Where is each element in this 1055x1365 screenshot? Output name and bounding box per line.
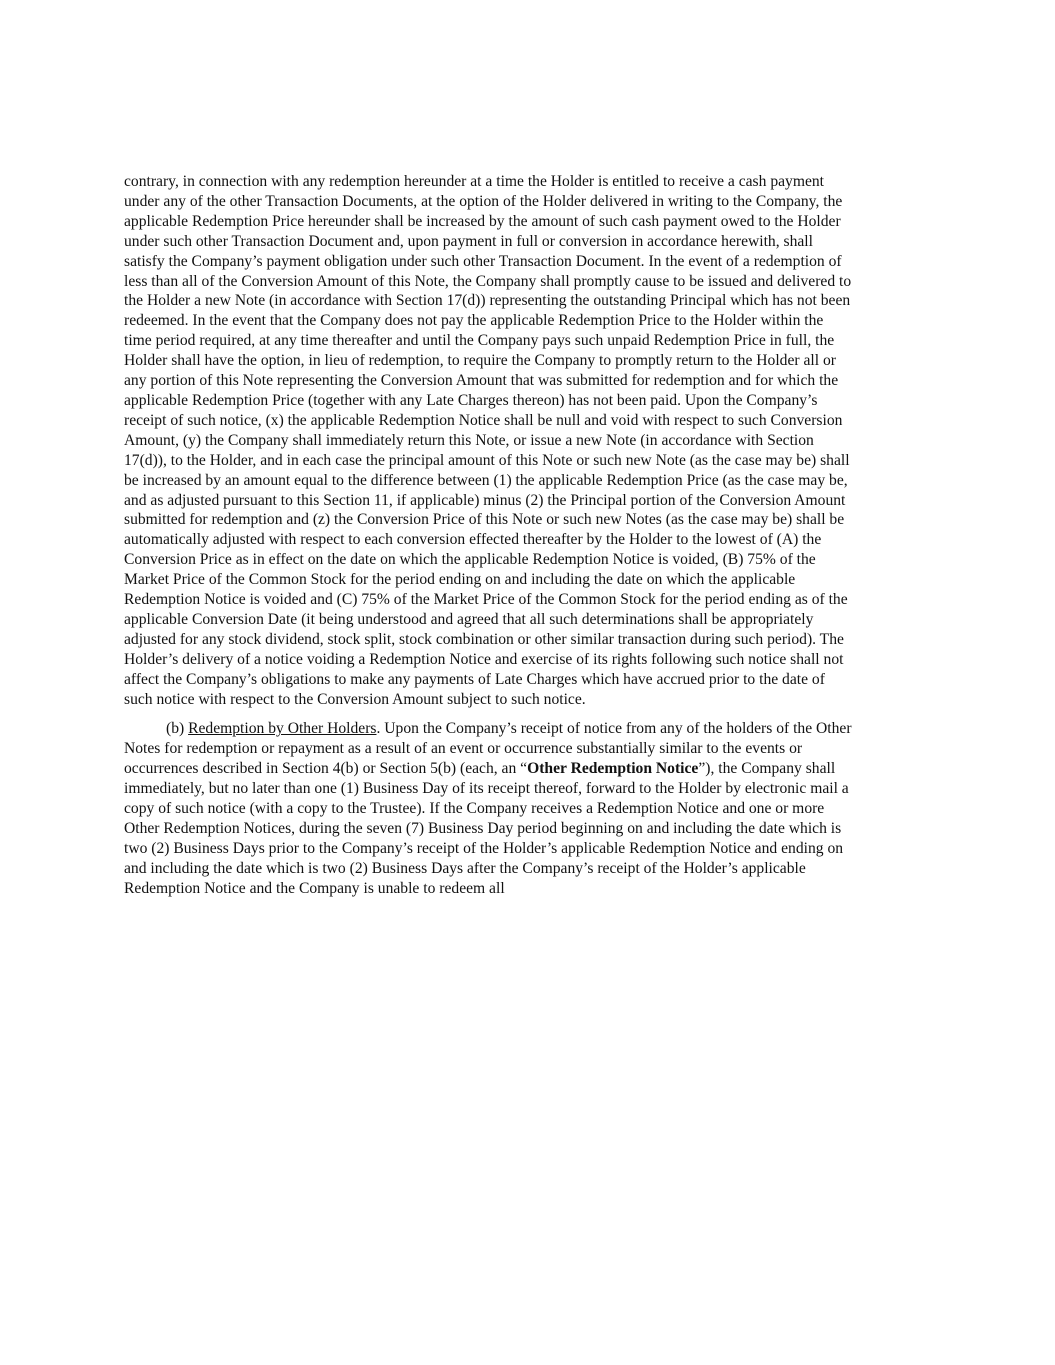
text-line: two (2) Business Days prior to the Company’s receipt of the Holder’s applicable Redemption Notice and ending on [124,839,844,857]
text-line: affect the Company’s obligations to make any payments of Late Charges which have accrued prior to the date of [124,670,825,688]
section-heading: Redemption by Other Holders [188,720,377,738]
text-line: applicable Redemption Price hereunder shall be increased by the amount of such cash payment owed to the Holder [124,212,841,230]
text-line: Notes for redemption or repayment as a result of an event or occurrence substantially similar to the events or [124,740,803,758]
text-fragment: . Upon the Company’s receipt of notice from any of the holders of the Other [376,720,852,738]
text-line: less than all of the Conversion Amount of this Note, the Company shall promptly cause to be issued and delivered to [124,272,852,290]
text-fragment: ”), the Company shall [698,760,836,778]
text-line: contrary, in connection with any redemption hereunder at a time the Holder is entitled to receive a cash payment [124,173,825,190]
text-line: under any of the other Transaction Documents, at the option of the Holder delivered in writing to the Company, the [124,192,843,210]
text-line: Holder’s delivery of a notice voiding a Redemption Notice and exercise of its rights following such notice shall not [124,650,844,668]
text-line: adjusted for any stock dividend, stock split, stock combination or other similar transaction during such period). The [124,630,844,648]
text-line: the Holder a new Note (in accordance with Section 17(d)) representing the outstanding Principal which has not been [124,292,851,310]
text-line: redeemed. In the event that the Company does not pay the applicable Redemption Price to the Holder within the [124,312,824,330]
text-fragment: occurrences described in Section 4(b) or Section 5(b) (each, an “ [124,760,528,778]
paragraph-continuation [124,172,932,709]
text-line: submitted for redemption and (z) the Conversion Price of this Note or such new Notes (as the case may be) shall be [124,511,845,529]
text-line: applicable Redemption Price (together with any Late Charges thereon) has not been paid. Upon the Company’s [124,391,818,409]
text-line: such notice with respect to the Conversion Amount subject to such notice. [124,690,586,708]
text-line: Conversion Price as in effect on the date on which the applicable Redemption Notice is voided, (B) 75% of the [124,551,816,569]
text-line [124,719,932,739]
text-line: be increased by an amount equal to the difference between (1) the applicable Redemption Price (as the case may be, [124,471,848,489]
text-line: any portion of this Note representing the Conversion Amount that was submitted for redemption and for which the [124,372,839,390]
text-line: Market Price of the Common Stock for the period ending on and including the date on which the applicable [124,571,796,589]
text-line: Other Redemption Notices, during the seven (7) Business Day period beginning on and including the date which is [124,820,842,837]
text-line: Redemption Notice is voided and (C) 75% of the Market Price of the Common Stock for the period ending as of the [124,591,848,609]
text-line: immediately, but no later than one (1) Business Day of its receipt thereof, forward to the Holder by electronic mail a [124,780,849,798]
paragraph-redemption-by-other-holders [124,719,932,898]
text-line: and including the date which is two (2) Business Days after the Company’s receipt of the Holder’s applicable [124,859,806,877]
text-line: applicable Conversion Date (it being understood and agreed that all such determinations shall be appropriately [124,610,814,628]
defined-term: Other Redemption Notice [527,760,699,778]
text-line: Redemption Notice and the Company is unable to redeem all [124,879,505,897]
text-line: 17(d)), to the Holder, and in each case the principal amount of this Note or such new Note (as the case may be) shall [124,451,850,469]
text-line: automatically adjusted with respect to each conversion effected thereafter by the Holder to the lowest of (A) the [124,531,822,549]
subsection-label: (b) [166,720,185,738]
text-line: time period required, at any time thereafter and until the Company pays such unpaid Redemption Price in full, the [124,332,835,350]
text-line: and as adjusted pursuant to this Section 11, if applicable) minus (2) the Principal portion of the Conversion Amount [124,491,846,509]
text-line: Amount, (y) the Company shall immediately return this Note, or issue a new Note (in accordance with Section [124,431,814,449]
text-line: receipt of such notice, (x) the applicable Redemption Notice shall be null and void with respect to such Conversion [124,411,843,429]
text-line [124,759,932,779]
text-line: under such other Transaction Document and, upon payment in full or conversion in accordance herewith, shall [124,232,813,250]
text-line: satisfy the Company’s payment obligation under such other Transaction Document. In the event of a redemption of [124,252,842,270]
text-line: Holder shall have the option, in lieu of redemption, to require the Company to promptly return to the Holder all or [124,352,836,370]
text-line: copy of such notice (with a copy to the Trustee). If the Company receives a Redemption Notice and one or more [124,800,825,818]
document-body [124,172,932,899]
